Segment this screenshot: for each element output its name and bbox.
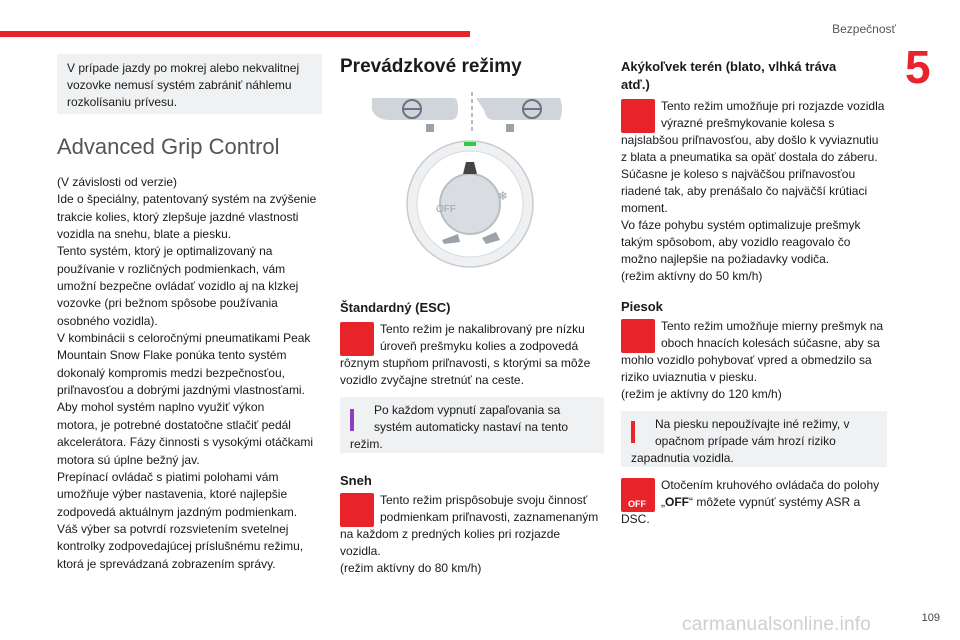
- sand-line: (režim je aktívny do 120 km/h): [621, 387, 782, 401]
- agc-line: Ide o špeciálny, patentovaný systém na zvýšenie: [57, 192, 317, 207]
- snow-line: podmienkam priľnavosti, zaznamenaným: [380, 510, 599, 524]
- info-note: [340, 397, 604, 453]
- warning-line: Na piesku nepoužívajte iné režimy, v: [655, 417, 850, 431]
- terrain-line: moment.: [621, 201, 668, 215]
- snowflake-icon: [340, 493, 374, 527]
- agc-line: dokonalý kompromis medzi bezpečnosťou,: [57, 365, 285, 380]
- terrain-line: Vo fáze pohybu systém optimalizuje prešmyk: [621, 218, 861, 232]
- column-2: [340, 56, 604, 577]
- info-icon: [350, 409, 354, 431]
- agc-line: zodpovedá aktuálnym jazdným podmienkam.: [57, 504, 298, 519]
- page-number: 109: [921, 612, 940, 624]
- modes-heading: Prevádzkové režimy: [340, 56, 522, 77]
- snow-line: vozidla.: [340, 544, 381, 558]
- esc-line: rôznym stupňom priľnavosti, s ktorými sa môže: [340, 356, 591, 370]
- agc-line: umožňuje výber nastavenia, ktoré najlepšie: [57, 487, 288, 502]
- steering-wheel-icon: [372, 92, 562, 134]
- agc-line: Prepínací ovládač s piatimi polohami vám: [57, 469, 279, 484]
- sand-block: [621, 318, 887, 403]
- off-icon-label: OFF: [628, 499, 646, 509]
- sand-line: riziko uviaznutia v piesku.: [621, 370, 758, 384]
- agc-line: Aby mohol systém naplno využiť výkon: [57, 400, 265, 415]
- off-quote-open: „: [661, 495, 665, 509]
- esc-car-icon: [340, 322, 374, 356]
- info-line: režim.: [350, 437, 383, 451]
- sand-heading: Piesok: [621, 299, 663, 314]
- terrain-line: najslabšou priľnavosťou, aby došlo k vyviaznutiu: [621, 133, 879, 147]
- info-line: Po každom vypnutí zapaľovania sa: [374, 403, 561, 417]
- trailer-note-text: V prípade jazdy po mokrej alebo nekvalitnej vozovke nemusí systém zabrániť náhlemu rozkolísaniu prívesu.: [67, 61, 300, 109]
- section-title: Bezpečnosť: [832, 22, 896, 36]
- snow-line: (režim aktívny do 80 km/h): [340, 561, 482, 575]
- agc-line: vozovke (pri bežnom spôsobe používania: [57, 296, 278, 311]
- agc-line: vozidla na snehu, blate a piesku.: [57, 227, 232, 242]
- agc-line: Mountain Snow Flake ponúka tento systém: [57, 348, 287, 363]
- column-3: [621, 58, 887, 528]
- trailer-note: [57, 54, 322, 114]
- agc-line: (V závislosti od verzie): [57, 175, 178, 189]
- agc-line: osobného vozidla).: [57, 313, 158, 328]
- terrain-line: takým spôsobom, aby vozidlo reagovalo čo: [621, 235, 851, 249]
- terrain-line: výrazné prešmykovanie kolesa s: [661, 116, 835, 130]
- sand-line: oboch hnacích kolesách súčasne, aby sa: [661, 336, 880, 350]
- warning-note: [621, 411, 887, 467]
- warning-line: zapadnutia vozidla.: [631, 451, 734, 465]
- snow-line: Tento režim prispôsobuje svoju činnosť: [380, 493, 588, 507]
- terrain-line: z blata a pneumatika sa opäť dostala do záberu.: [621, 150, 878, 164]
- terrain-line: možno najlepšie na požiadavky vodiča.: [621, 252, 830, 266]
- sand-line: mohlo vozidlo pohybovať vpred a obmedzilo sa: [621, 353, 872, 367]
- warning-line: opačnom prípade vám hrozí riziko: [655, 434, 836, 448]
- agc-line: akcelerátora. Fázy činnosti s vysokými otáčkami: [57, 435, 314, 450]
- agc-description: [57, 174, 322, 573]
- off-block: [621, 477, 887, 528]
- esc-block: [340, 321, 604, 389]
- terrain-block: [621, 98, 887, 285]
- esc-line: úroveň prešmyku kolies a zodpovedá: [380, 339, 579, 353]
- column-1: [57, 54, 322, 573]
- mirror-steering-illustration: [340, 88, 604, 136]
- sand-line: Tento režim umožňuje mierny prešmyk na: [661, 319, 884, 333]
- terrain-heading: [621, 58, 887, 94]
- agc-line: Váš výber sa potvrdí rozsvietením svetelnej: [57, 521, 289, 536]
- terrain-line: (režim aktívny do 50 km/h): [621, 269, 763, 283]
- terrain-heading-line: atď.): [621, 77, 650, 92]
- esc-heading: Štandardný (ESC): [340, 300, 451, 315]
- agc-line: umožní bezpečne ovládať vozidlo aj na klzkej: [57, 279, 299, 294]
- terrain-line: Tento režim umožňuje pri rozjazde vozidla: [661, 99, 885, 113]
- mud-terrain-icon: [621, 99, 655, 133]
- off-position-label: OFF: [665, 495, 689, 509]
- agc-line: priľnavosťou a dobrými jazdnými vlastnosťami.: [57, 383, 305, 398]
- section-heading: Advanced Grip Control: [57, 134, 280, 159]
- knob-off-label: OFF: [436, 204, 456, 215]
- snow-block: [340, 492, 604, 577]
- sand-icon: [621, 319, 655, 353]
- agc-line: kontrolky zodpovedajúcej príslušnému režimu,: [57, 539, 304, 554]
- terrain-line: Súčasne je koleso s najväčšou priľnavosťou: [621, 167, 856, 181]
- esc-line: Tento režim je nakalibrovaný pre nízku: [380, 322, 585, 336]
- off-line: Otočením kruhového ovládača do polohy: [661, 478, 880, 492]
- agc-line: trakcie kolies, ktorý zlepšuje jazdné vlastnosti: [57, 209, 299, 224]
- chapter-number: 5: [905, 41, 931, 93]
- esc-line: vozidlo zvyčajne stretnúť na ceste.: [340, 373, 524, 387]
- info-line: systém automaticky nastaví na tento: [374, 420, 569, 434]
- watermark: carmanualsonline.info: [682, 614, 872, 635]
- header-rule: [0, 31, 470, 37]
- agc-line: motora sú úplne bežný jav.: [57, 452, 200, 467]
- terrain-line: riadené tak, aby prenášalo čo najväčší krútiaci: [621, 184, 868, 198]
- agc-line: motora, je potrebné dostatočne stlačiť pedál: [57, 417, 291, 432]
- agc-line: používanie v rozličných podmienkach, vám: [57, 261, 286, 276]
- terrain-heading-line: Akýkoľvek terén (blato, vlhká tráva: [621, 59, 837, 74]
- agc-line: ktorá je sprevádzaná zobrazením správy.: [57, 556, 276, 571]
- rotary-knob-icon[interactable]: [340, 140, 604, 270]
- agc-line: V kombinácii s celoročnými pneumatikami Peak: [57, 331, 311, 346]
- warning-icon: [631, 421, 635, 443]
- off-line: DSC.: [621, 512, 650, 526]
- snowflake-icon: ❄: [498, 189, 509, 203]
- snow-line: na každom z predných kolies pri rozjazde: [340, 527, 561, 541]
- off-line-suffix: “ môžete vypnúť systémy ASR a: [689, 495, 861, 509]
- snow-heading: Sneh: [340, 473, 372, 488]
- agc-line: Tento systém, ktorý je optimalizovaný na: [57, 244, 273, 259]
